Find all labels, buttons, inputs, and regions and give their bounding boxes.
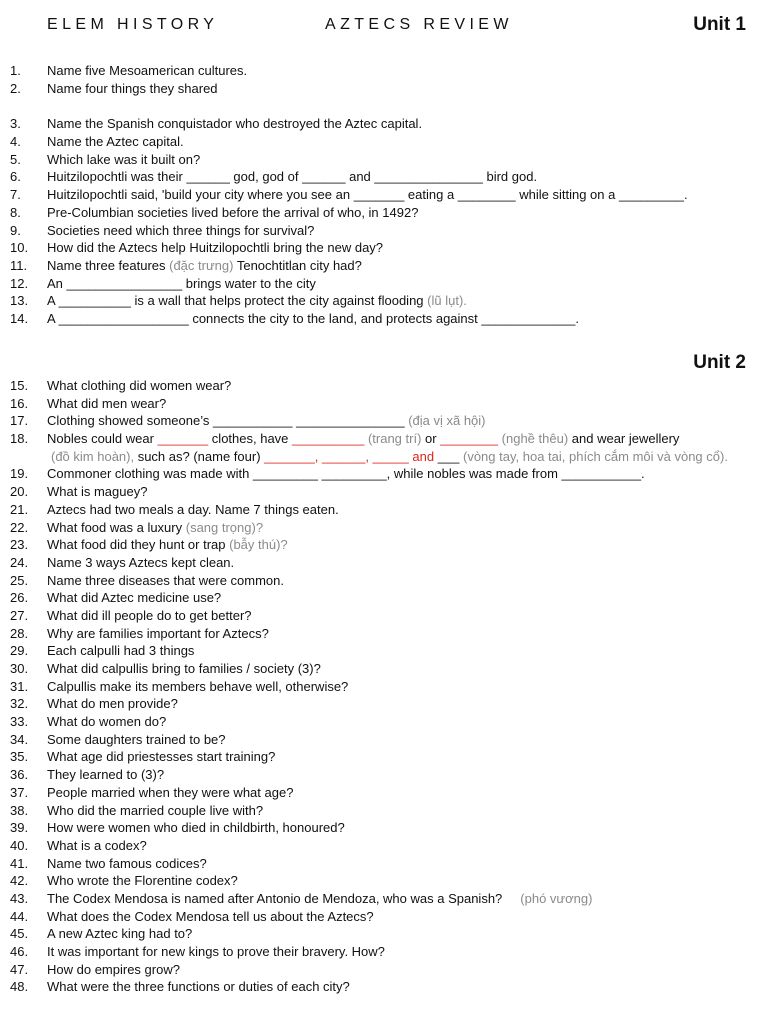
question-8: 8. Pre-Columbian societies lived before the arrival of who, in 1492? [10, 204, 419, 220]
question-20: 20. What is maguey? [10, 484, 148, 500]
question-11: 11. Name three features (đặc trưng) Tenochtitlan city had? [10, 257, 362, 273]
question-40: 40. What is a codex? [10, 837, 147, 853]
question-30: 30. What did calpullis bring to families / society (3)? [10, 661, 321, 677]
unit-1-questions [0, 62, 768, 328]
question-42: 42. Who wrote the Florentine codex? [10, 873, 238, 889]
question-18: 18. Nobles could wear _______ clothes, have __________ (trang trí) or ________ (nghề thêu) and wear jewellery (đồ kim hoàn), such as? (name four) _______, ______, _____ and ___ (vòng tay, hoa tai, phích cắm môi và vòng cổ). [10, 431, 728, 464]
question-22: 22. What food was a luxury (sang trọng)? [10, 519, 264, 535]
question-14: 14. A __________________ connects the city to the land, and protects against _____________. [10, 310, 579, 326]
question-21: 21. Aztecs had two meals a day. Name 7 things eaten. [10, 501, 339, 517]
question-29: 29. Each calpulli had 3 things [10, 643, 195, 659]
question-6: 6. Huitzilopochtli was their ______ god, god of ______ and _______________ bird god. [10, 169, 538, 185]
question-4: 4. Name the Aztec capital. [10, 134, 184, 150]
question-48: 48. What were the three functions or duties of each city? [10, 979, 350, 995]
question-38: 38. Who did the married couple live with? [10, 802, 264, 818]
question-37: 37. People married when they were what age? [10, 784, 294, 800]
question-7: 7. Huitzilopochtli said, 'build your city where you see an _______ eating a ________ while sitting on a _________. [10, 187, 688, 203]
question-19: 19. Commoner clothing was made with _________ _________, while nobles was made from ___________. [10, 466, 645, 482]
unit-2-heading: Unit 2 [693, 352, 746, 373]
question-26: 26. What did Aztec medicine use? [10, 590, 222, 606]
question-10: 10. How did the Aztecs help Huitzilopochtli bring the new day? [10, 240, 384, 256]
question-23: 23. What food did they hunt or trap (bẫy thú)? [10, 537, 288, 553]
question-9: 9. Societies need which three things for survival? [10, 222, 315, 238]
question-3: 3. Name the Spanish conquistador who destroyed the Aztec capital. [10, 116, 423, 132]
question-43: 43. The Codex Mendosa is named after Antonio de Mendoza, who was a Spanish? (phó vương) [10, 890, 593, 906]
question-2: 2. Name four things they shared [10, 80, 218, 96]
question-5: 5. Which lake was it built on? [10, 151, 201, 167]
question-25: 25. Name three diseases that were common. [10, 572, 284, 588]
question-41: 41. Name two famous codices? [10, 855, 207, 871]
question-1: 1. Name five Mesoamerican cultures. [10, 63, 248, 78]
question-36: 36. They learned to (3)? [10, 767, 165, 783]
question-17: 17. Clothing showed someone’s ___________ _______________ (địa vị xã hội) [10, 413, 486, 429]
question-24: 24. Name 3 ways Aztecs kept clean. [10, 554, 235, 570]
question-44: 44. What does the Codex Mendosa tell us about the Aztecs? [10, 908, 374, 924]
unit-2-questions [0, 377, 768, 996]
question-31: 31. Calpullis make its members behave well, otherwise? [10, 678, 349, 694]
question-33: 33. What do women do? [10, 714, 167, 730]
question-32: 32. What do men provide? [10, 696, 178, 712]
question-15: 15. What clothing did women wear? [10, 378, 232, 393]
question-47: 47. How do empires grow? [10, 961, 180, 977]
course-title: ELEM HISTORY [47, 16, 219, 33]
question-12: 12. An ________________ brings water to the city [10, 275, 316, 291]
page-header [0, 12, 768, 40]
question-27: 27. What did ill people do to get better? [10, 607, 252, 623]
question-28: 28. Why are families important for Aztecs? [10, 625, 269, 641]
question-46: 46. It was important for new kings to prove their bravery. How? [10, 944, 385, 960]
question-34: 34. Some daughters trained to be? [10, 731, 226, 747]
document-title: AZTECS REVIEW [325, 16, 513, 33]
question-39: 39. How were women who died in childbirth, honoured? [10, 820, 345, 836]
question-35: 35. What age did priestesses start training? [10, 749, 276, 765]
spacer [0, 97, 768, 115]
question-16: 16. What did men wear? [10, 395, 167, 411]
question-45: 45. A new Aztec king had to? [10, 926, 193, 942]
question-13: 13. A __________ is a wall that helps protect the city against flooding (lũ lụt). [10, 293, 467, 309]
unit-1-heading: Unit 1 [693, 14, 746, 35]
